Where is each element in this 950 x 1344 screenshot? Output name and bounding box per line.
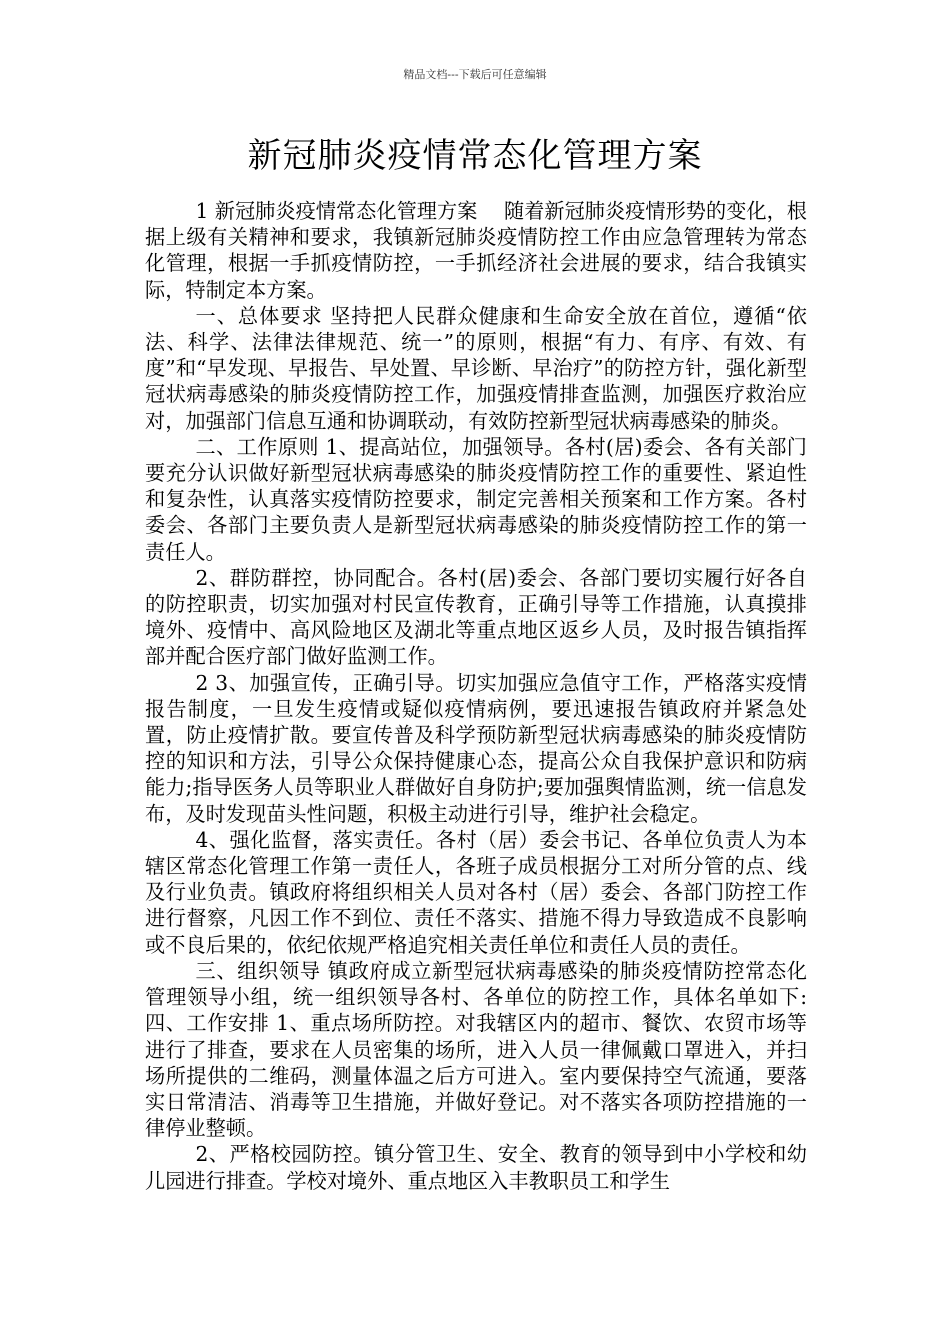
- document-body: [145, 198, 807, 1194]
- paragraph-school-prevention: 2、严格校园防控。镇分管卫生、安全、教育的领导到中小学校和幼儿园进行排查。学校对境外、重点地区入丰教职员工和学生: [145, 1142, 807, 1193]
- paragraph-organization: 三、组织领导 镇政府成立新型冠状病毒感染的肺炎疫情防控常态化管理领导小组，统一组织领导各村、各单位的防控工作，具体名单如下: 四、工作安排 1、重点场所防控。对我辖区内的超市、餐饮、农贸市场等进行了排查，要求在人员密集的场所，进入人员一律佩戴口罩进入，并扫场所提供的二维码，测量体温之后方可进入。室内要保持空气流通，要落实日常清洁、消毒等卫生措施，并做好登记。对不落实各项防控措施的一律停业整顿。: [145, 958, 807, 1141]
- document-title: 新冠肺炎疫情常态化管理方案: [247, 136, 703, 176]
- paragraph-supervision: 4、强化监督，落实责任。各村（居）委会书记、各单位负责人为本辖区常态化管理工作第一责任人，各班子成员根据分工对所分管的点、线及行业负责。镇政府将组织相关人员对各村（居）委会、各部门防控工作进行督察，凡因工作不到位、责任不落实、措施不得力导致造成不良影响或不良后果的，依纪依规严格追究相关责任单位和责任人员的责任。: [145, 827, 807, 957]
- paragraph-general-requirements: 一、总体要求 坚持把人民群众健康和生命安全放在首位，遵循“依法、科学、法律法律规范、统一”的原则，根据“有力、有序、有效、有度”和“早发现、早报告、早处置、早诊断、早治疗”的防控方针，强化新型冠状病毒感染的肺炎疫情防控工作，加强疫情排查监测，加强医疗救治应对，加强部门信息互通和协调联动，有效防控新型冠状病毒感染的肺炎。: [145, 303, 807, 433]
- paragraph-joint-prevention: 2、群防群控，协同配合。各村(居)委会、各部门要切实履行好各自的防控职责，切实加强对村民宣传教育，正确引导等工作措施，认真摸排境外、疫情中、高风险地区及湖北等重点地区返乡人员，及时报告镇指挥部并配合医疗部门做好监测工作。: [145, 565, 807, 669]
- paragraph-work-principles: 二、工作原则 1、提高站位，加强领导。各村(居)委会、各有关部门要充分认识做好新型冠状病毒感染的肺炎疫情防控工作的重要性、紧迫性和复杂性，认真落实疫情防控要求，制定完善相关预案和工作方案。各村委会、各部门主要负责人是新型冠状病毒感染的肺炎疫情防控工作的第一责任人。: [145, 434, 807, 564]
- header-note: 精品文档---下载后可任意编辑: [403, 68, 547, 81]
- paragraph-intro: 1 新冠肺炎疫情常态化管理方案 随着新冠肺炎疫情形势的变化，根据上级有关精神和要求，我镇新冠肺炎疫情防控工作由应急管理转为常态化管理，根据一手抓疫情防控，一手抓经济社会进展的要求，结合我镇实际，特制定本方案。: [145, 199, 807, 302]
- paragraph-publicity: 2 3、加强宣传，正确引导。切实加强应急值守工作，严格落实疫情报告制度，一旦发生疫情或疑似疫情病例，要迅速报告镇政府并紧急处置，防止疫情扩散。要宣传普及科学预防新型冠状病毒感染的肺炎疫情防控的知识和方法，引导公众保持健康心态，提高公众自我保护意识和防病能力;指导医务人员等职业人群做好自身防护;要加强舆情监测，统一信息发布，及时发现苗头性问题，积极主动进行引导，维护社会稳定。: [145, 670, 807, 826]
